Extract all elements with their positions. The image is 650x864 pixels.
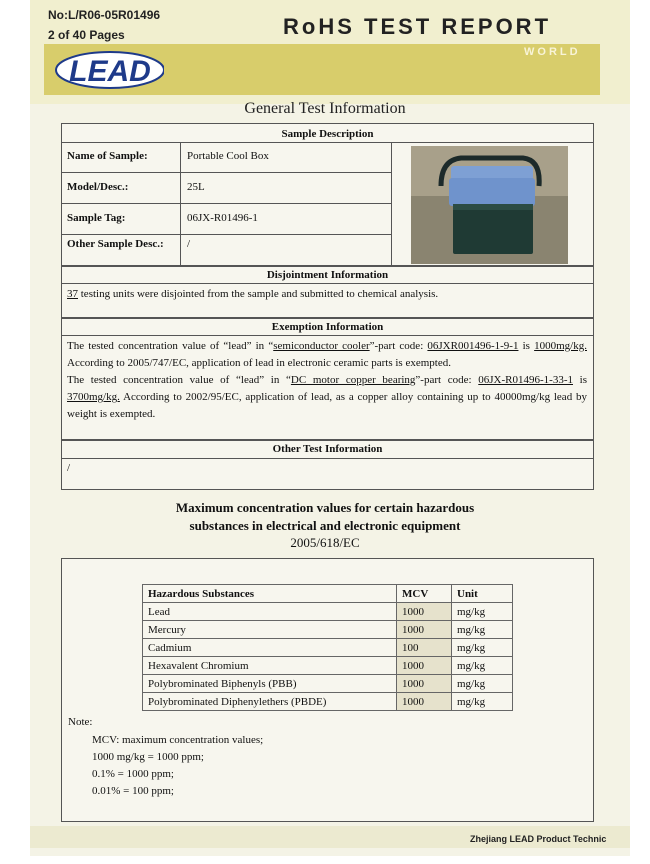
mcv-title-line-1: Maximum concentration values for certain hazardous (175, 500, 475, 515)
unit-cell: mg/kg (452, 657, 513, 675)
sample-tag-value: 06JX-R01496-1 (187, 212, 258, 224)
table-row (143, 693, 513, 711)
substance-cell: Polybrominated Diphenylethers (PBDE) (143, 693, 397, 711)
disjointment-heading: Disjointment Information (266, 269, 389, 281)
table-row (143, 621, 513, 639)
other-test-value: / (67, 462, 71, 474)
note-line-3: 0.1% = 1000 ppm; (92, 768, 174, 780)
unit-cell: mg/kg (452, 693, 513, 711)
other-sample-value: / (187, 238, 191, 250)
mcv-directive: 2005/618/EC (290, 535, 360, 550)
mcv-cell: 1000 (397, 657, 452, 675)
note-line-2: 1000 mg/kg = 1000 ppm; (92, 751, 204, 763)
sample-name-label: Name of Sample: (67, 150, 148, 162)
model-label: Model/Desc.: (67, 181, 129, 193)
table-row (143, 639, 513, 657)
report-title: RoHS TEST REPORT (283, 14, 552, 39)
unit-cell: mg/kg (452, 639, 513, 657)
column-header-unit: Unit (452, 585, 513, 603)
unit-cell: mg/kg (452, 675, 513, 693)
section-title: General Test Information (244, 100, 406, 117)
mcv-cell: 1000 (397, 621, 452, 639)
mcv-cell: 100 (397, 639, 452, 657)
exemption-heading: Exemption Information (271, 321, 384, 333)
other-sample-label: Other Sample Desc.: (67, 238, 164, 250)
sample-tag-label: Sample Tag: (67, 212, 126, 224)
table-row (143, 675, 513, 693)
mcv-cell: 1000 (397, 693, 452, 711)
exemption-paragraph-1: The tested concentration value of “lead” in “semiconductor cooler”-part code: 06JXR001496-1-9-1 is 1000mg/kg. According to 2005/747/EC, application of lead in electronic ceramic parts is exempted. (67, 340, 587, 369)
note-line-4: 0.01% = 100 ppm; (92, 785, 174, 797)
substance-cell: Mercury (143, 621, 397, 639)
lead-logo (52, 51, 164, 89)
hazardous-substances-table (142, 584, 513, 711)
substance-cell: Hexavalent Chromium (143, 657, 397, 675)
sample-photo (411, 146, 568, 264)
substance-cell: Polybrominated Biphenyls (PBB) (143, 675, 397, 693)
world-label: WORLD (524, 46, 581, 58)
table-row (143, 603, 513, 621)
exemption-paragraph-2: The tested concentration value of “lead” in “DC motor copper bearing”-part code: 06JX-R01496-1-33-1 is 3700mg/kg. According to 2002/95/EC, application of lead, as a copper alloy containing up to 40000mg/kg lead by weight is exempted. (67, 374, 588, 420)
disjointment-text: 37 testing units were disjointed from the sample and submitted to chemical analysis. (67, 288, 439, 300)
sample-description-heading: Sample Description (281, 128, 374, 140)
column-header-mcv: MCV (397, 585, 452, 603)
unit-cell: mg/kg (452, 621, 513, 639)
note-label: Note: (68, 716, 93, 728)
substance-cell: Cadmium (143, 639, 397, 657)
logo-text: LEAD (69, 55, 151, 88)
mcv-cell: 1000 (397, 675, 452, 693)
page-count: 2 of 40 Pages (48, 28, 125, 42)
mcv-cell: 1000 (397, 603, 452, 621)
model-value: 25L (187, 181, 205, 193)
substance-cell: Lead (143, 603, 397, 621)
unit-cell: mg/kg (452, 603, 513, 621)
column-header-substance: Hazardous Substances (143, 585, 397, 603)
footer-company: Zhejiang LEAD Product Technic (470, 834, 607, 844)
table-header-row (143, 585, 513, 603)
other-test-heading: Other Test Information (272, 443, 383, 455)
sample-name-value: Portable Cool Box (187, 150, 269, 162)
report-number: No:L/R06-05R01496 (48, 8, 161, 22)
table-row (143, 657, 513, 675)
mcv-title-line-2: substances in electrical and electronic equipment (189, 518, 461, 533)
note-line-1: MCV: maximum concentration values; (92, 734, 264, 746)
